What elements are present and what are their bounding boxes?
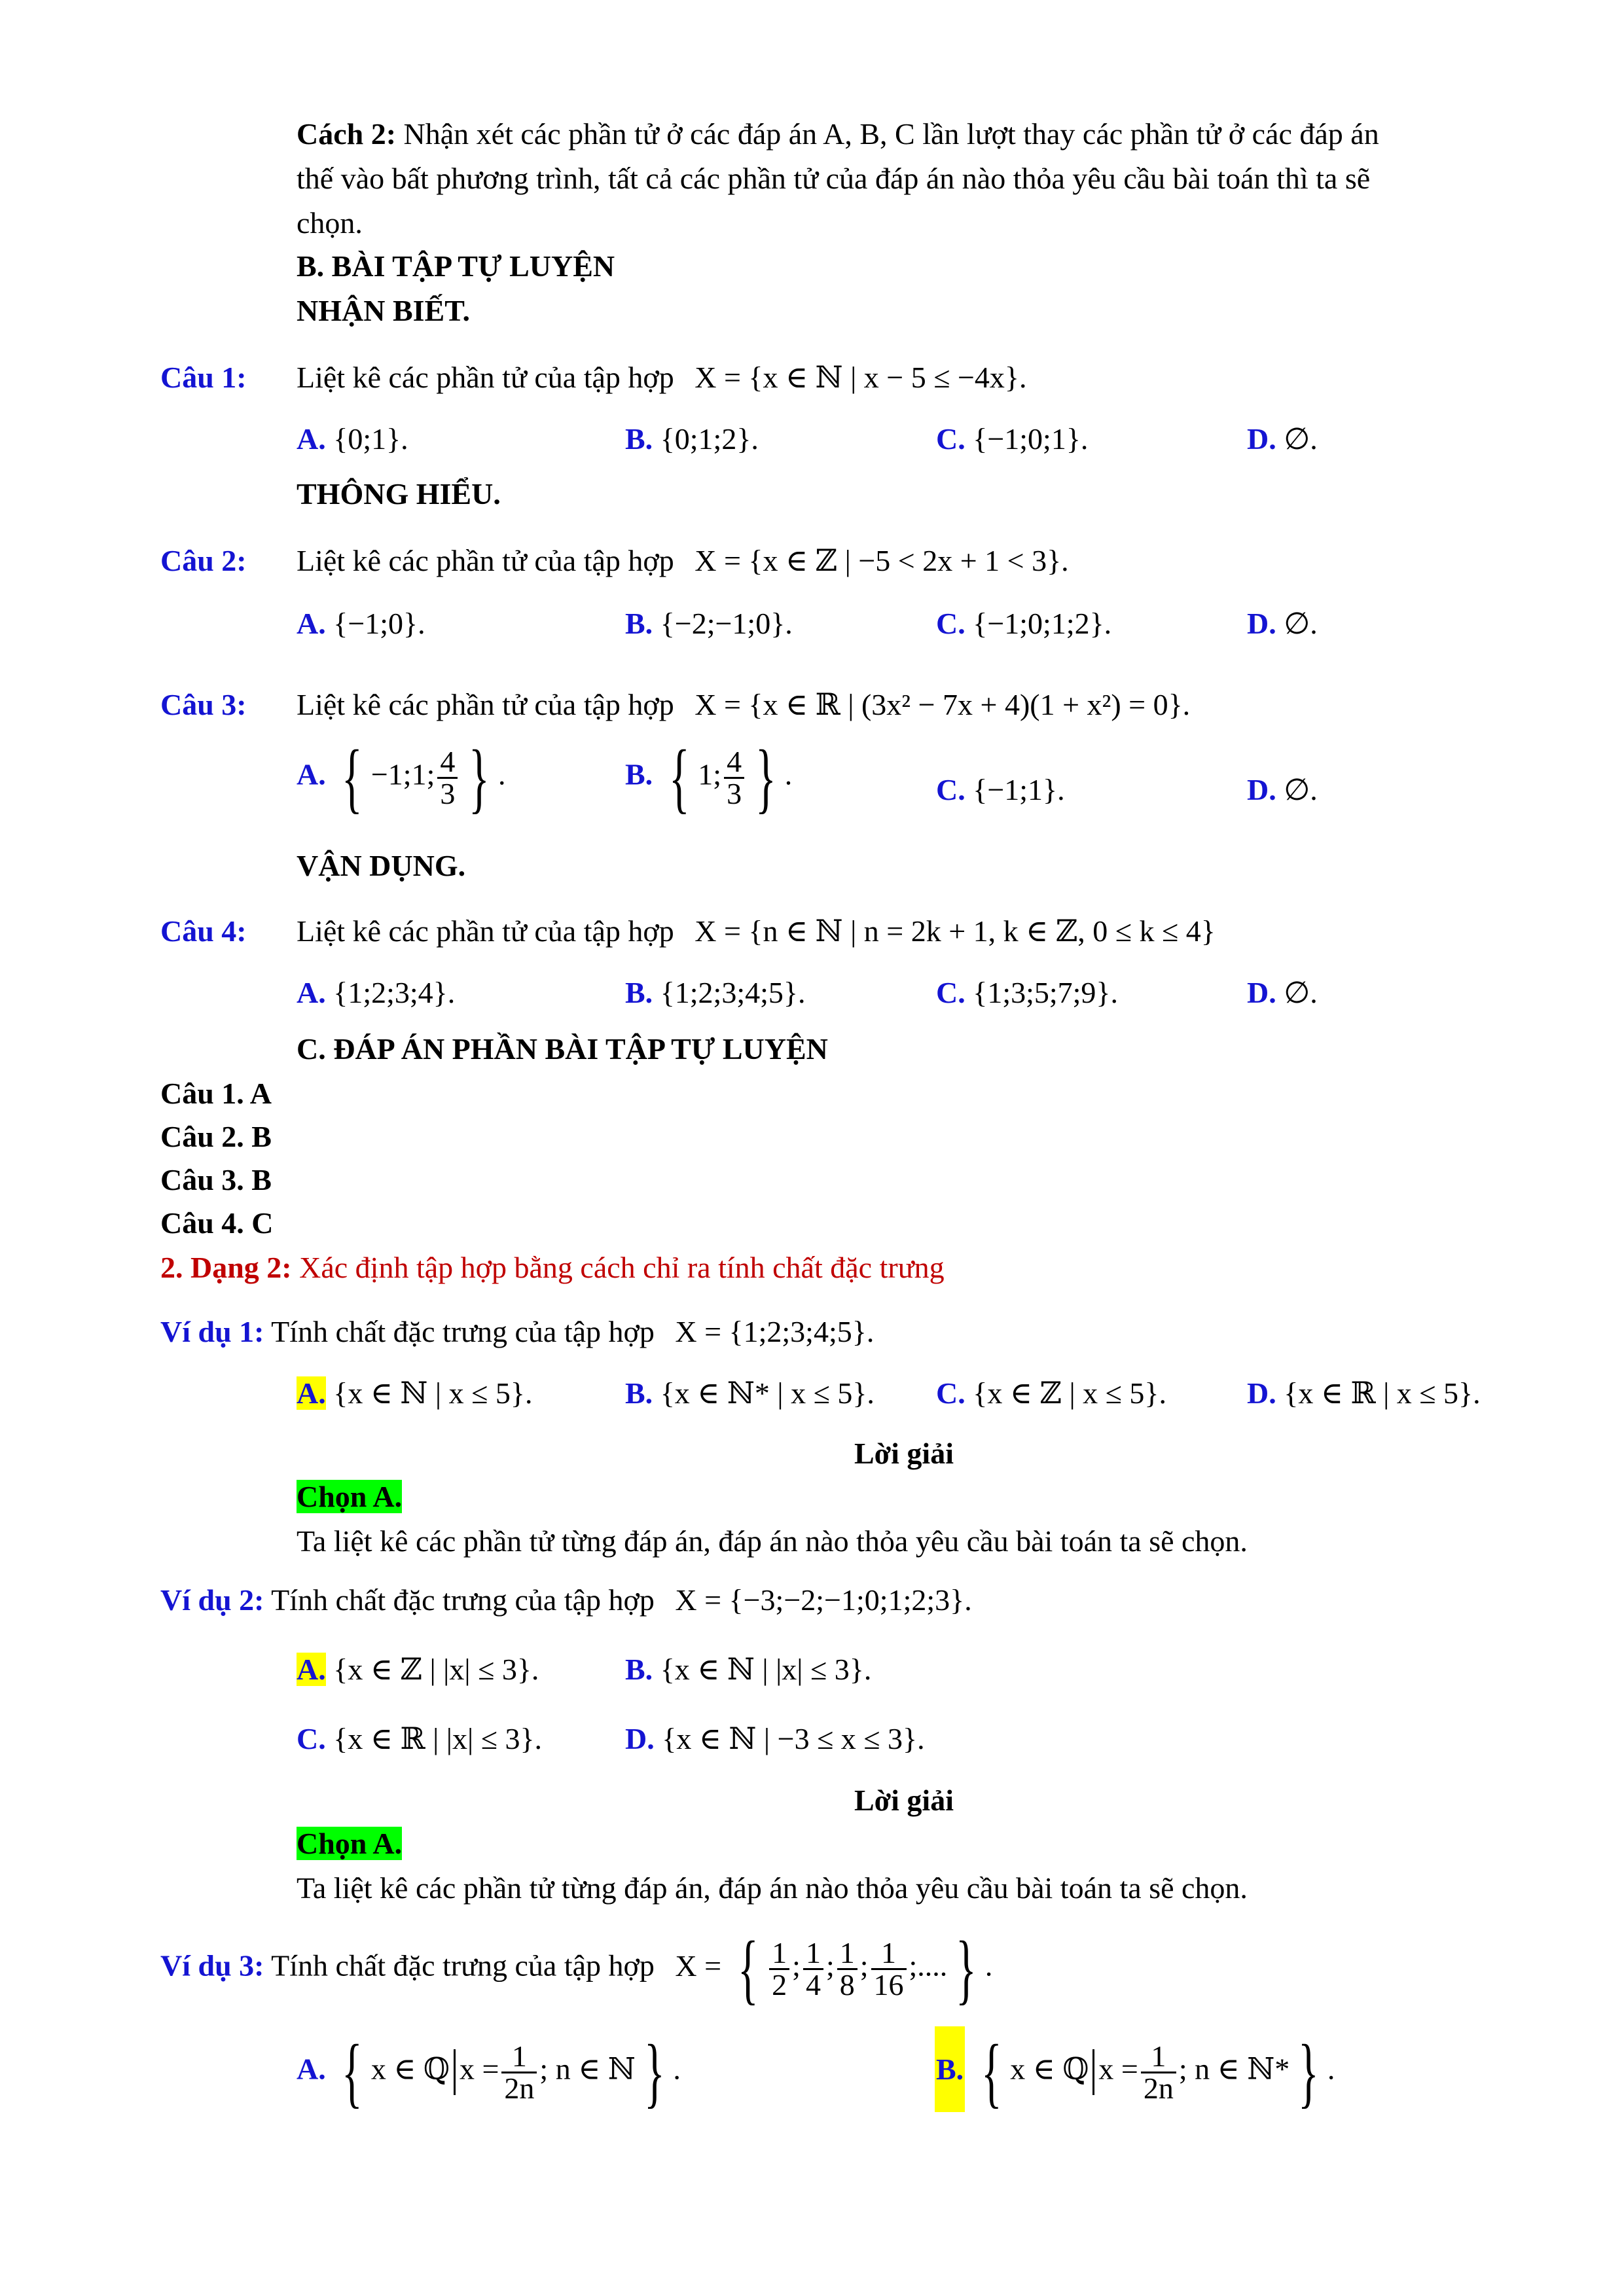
- option-key: C.: [936, 773, 965, 806]
- question-text: Liệt kê các phần tử của tập hợp: [297, 688, 674, 721]
- option-key: C.: [936, 422, 965, 456]
- fraction-denominator: 8: [837, 1968, 857, 2000]
- question-text: Liệt kê các phần tử của tập hợp: [297, 914, 674, 948]
- option-value: {1;2;3;4;5}.: [660, 976, 806, 1009]
- option-value: {x ∈ ℕ | |x| ≤ 3}.: [660, 1653, 872, 1686]
- fraction-numerator: 1: [1151, 2039, 1166, 2073]
- option-value: {x ∈ ℤ | x ≤ 5}.: [973, 1376, 1166, 1410]
- dang2-label: 2. Dạng 2:: [160, 1251, 292, 1284]
- example-label: Ví dụ 3:: [160, 1948, 264, 1982]
- option-key: A.: [297, 757, 326, 791]
- explanation: Ta liệt kê các phần tử từng đáp án, đáp án nào thỏa yêu cầu bài toán ta sẽ chọn.: [297, 1524, 1248, 1558]
- example-label: Ví dụ 1:: [160, 1315, 264, 1348]
- option-eq: x =: [459, 2052, 499, 2086]
- fraction-denominator: 16: [871, 1968, 907, 2000]
- option-post: ; n ∈ ℕ: [539, 2052, 636, 2086]
- cach2-line1: Nhận xét các phần tử ở các đáp án A, B, C lần lượt thay các phần tử ở các đáp án: [403, 117, 1379, 151]
- option-value: {1;3;5;7;9}.: [973, 976, 1119, 1009]
- cach2-label: Cách 2:: [297, 117, 397, 151]
- option-value: ∅.: [1284, 773, 1318, 806]
- left-brace: {: [981, 2028, 1002, 2115]
- left-brace: {: [668, 734, 690, 821]
- option-key: C.: [297, 1722, 326, 1755]
- option-key-correct: A.: [297, 1653, 326, 1686]
- option-pre: x ∈ ℚ: [370, 2052, 450, 2086]
- fraction: [501, 2041, 537, 2104]
- option-key: D.: [1247, 607, 1276, 640]
- option-key: B.: [625, 422, 653, 456]
- fraction-denominator: 3: [437, 777, 458, 809]
- example-set: X = {1;2;3;4;5}.: [675, 1315, 875, 1348]
- example-set: X = {−3;−2;−1;0;1;2;3}.: [675, 1583, 972, 1617]
- answer-4: Câu 4. C: [160, 1206, 274, 1240]
- fraction-denominator: 2: [769, 1968, 789, 2000]
- option-key: D.: [1247, 1376, 1276, 1410]
- example-text: Tính chất đặc trưng của tập hợp: [271, 1315, 655, 1348]
- option-value: {−1;0;1;2}.: [973, 607, 1112, 640]
- option-value: ∅.: [1284, 422, 1318, 456]
- fraction: [837, 1935, 857, 2001]
- option-value: {1;2;3;4}.: [333, 976, 456, 1009]
- answer-3: Câu 3. B: [160, 1163, 272, 1196]
- fraction-numerator: 1: [772, 1935, 787, 1969]
- right-brace: }: [1298, 2028, 1319, 2115]
- option-value: {x ∈ ℕ | x ≤ 5}.: [333, 1376, 533, 1410]
- option-value: {−1;0;1}.: [973, 422, 1089, 456]
- question-text: Liệt kê các phần tử của tập hợp: [297, 361, 674, 394]
- option-key: C.: [936, 976, 965, 1009]
- fraction: [803, 1935, 823, 2001]
- set-bar: [1092, 2049, 1094, 2095]
- question-label: Câu 2:: [160, 544, 247, 577]
- level-van-dung: VẬN DỤNG.: [297, 849, 466, 882]
- fraction-numerator: 1: [511, 2039, 527, 2073]
- option-value: {x ∈ ℝ | x ≤ 5}.: [1284, 1376, 1481, 1410]
- fraction: [437, 744, 458, 810]
- question-set: X = {x ∈ ℝ | (3x² − 7x + 4)(1 + x²) = 0}.: [695, 688, 1191, 721]
- section-b-title: B. BÀI TẬP TỰ LUYỆN: [297, 249, 615, 283]
- question-set: X = {n ∈ ℕ | n = 2k + 1, k ∈ ℤ, 0 ≤ k ≤ 4}: [695, 914, 1216, 948]
- right-brace: }: [469, 734, 490, 821]
- left-brace: {: [342, 734, 363, 821]
- question-label: Câu 1:: [160, 361, 247, 394]
- answer-2: Câu 2. B: [160, 1120, 272, 1153]
- option-value: {−1;0}.: [333, 607, 425, 640]
- option-value: {−2;−1;0}.: [660, 607, 793, 640]
- option-key-correct: B.: [935, 2026, 965, 2112]
- question-label: Câu 4:: [160, 914, 247, 948]
- option-key: D.: [625, 1722, 655, 1755]
- example-text: Tính chất đặc trưng của tập hợp: [271, 1948, 655, 1982]
- fraction-numerator: 4: [727, 744, 742, 778]
- fraction-denominator: 2n: [501, 2072, 537, 2104]
- option-key: B.: [625, 1653, 653, 1686]
- fraction: [724, 744, 744, 810]
- option-key: B.: [625, 1376, 653, 1410]
- fraction: [769, 1935, 789, 2001]
- option-key: A.: [297, 976, 326, 1009]
- option-value: ∅.: [1284, 607, 1318, 640]
- option-key: B.: [625, 607, 653, 640]
- fraction-numerator: 4: [440, 744, 456, 778]
- question-text: Liệt kê các phần tử của tập hợp: [297, 544, 674, 577]
- question-label: Câu 3:: [160, 688, 247, 721]
- fraction: [1141, 2041, 1176, 2104]
- option-key: C.: [936, 607, 965, 640]
- question-set: X = {x ∈ ℕ | x − 5 ≤ −4x}.: [695, 361, 1027, 394]
- option-key: A.: [297, 2052, 326, 2086]
- example-set-prefix: X =: [675, 1948, 722, 1982]
- option-value: {x ∈ ℤ | |x| ≤ 3}.: [333, 1653, 539, 1686]
- option-value: {x ∈ ℕ* | x ≤ 5}.: [660, 1376, 875, 1410]
- answer-1: Câu 1. A: [160, 1077, 272, 1110]
- option-pre: x ∈ ℚ: [1010, 2052, 1089, 2086]
- solution-title: Lời giải: [854, 1437, 954, 1470]
- option-value: {0;1}.: [333, 422, 408, 456]
- set-bar: [454, 2049, 456, 2095]
- level-thong-hieu: THÔNG HIỂU.: [297, 477, 501, 511]
- option-key: D.: [1247, 422, 1276, 456]
- option-key: A.: [297, 607, 326, 640]
- option-key: D.: [1247, 976, 1276, 1009]
- left-brace: {: [737, 1925, 759, 2012]
- solution-title: Lời giải: [854, 1784, 954, 1817]
- example-set-tail: ;....: [909, 1948, 948, 1982]
- option-value: {0;1;2}.: [660, 422, 759, 456]
- explanation: Ta liệt kê các phần tử từng đáp án, đáp án nào thỏa yêu cầu bài toán ta sẽ chọn.: [297, 1871, 1248, 1905]
- option-value: {x ∈ ℝ | |x| ≤ 3}.: [333, 1722, 543, 1755]
- option-value-prefix: −1;1;: [370, 757, 435, 791]
- right-brace: }: [956, 1925, 977, 2012]
- option-key-correct: A.: [297, 1376, 326, 1410]
- fraction: [871, 1935, 907, 2001]
- option-key: A.: [297, 422, 326, 456]
- option-value: {x ∈ ℕ | −3 ≤ x ≤ 3}.: [662, 1722, 925, 1755]
- right-brace: }: [755, 734, 776, 821]
- option-value: ∅.: [1284, 976, 1318, 1009]
- option-key: B.: [625, 976, 653, 1009]
- fraction-numerator: 1: [839, 1935, 855, 1969]
- option-key: D.: [1247, 773, 1276, 806]
- section-c-title: C. ĐÁP ÁN PHẦN BÀI TẬP TỰ LUYỆN: [297, 1032, 828, 1066]
- left-brace: {: [342, 2028, 363, 2115]
- example-label: Ví dụ 2:: [160, 1583, 264, 1617]
- fraction-denominator: 2n: [1141, 2072, 1176, 2104]
- option-key: B.: [625, 757, 653, 791]
- question-1: [160, 361, 247, 395]
- option-value: {−1;1}.: [973, 773, 1065, 806]
- choice-badge: Chọn A.: [297, 1827, 403, 1860]
- option-value-prefix: 1;: [698, 757, 722, 791]
- option-post: ; n ∈ ℕ*: [1178, 2052, 1290, 2086]
- cach2-line3: chọn.: [297, 206, 363, 240]
- example-text: Tính chất đặc trưng của tập hợp: [271, 1583, 655, 1617]
- fraction-numerator: 1: [881, 1935, 896, 1969]
- cach2-line2: thế vào bất phương trình, tất cả các phần tử của đáp án nào thỏa yêu cầu bài toán thì ta sẽ: [297, 162, 1371, 195]
- page: Cách 2: Nhận xét các phần tử ở các đáp án A, B, C lần lượt thay các phần tử ở các đáp án thế vào bất phương trình, tất cả các phần tử của đáp án nào thỏa yêu cầu bài toán thì ta sẽ chọn. B. BÀI TẬP TỰ LUYỆN NHẬN BIẾT. Câu 1: Liệt kê các phần tử của tập hợp X = {x ∈ ℕ | x − 5 ≤ −4x}. A. {0;1}. B. {0;1;2}. C. {−1;0;1}. D. ∅. THÔNG HIỂU. Câu 2: Liệt kê các phần tử của tập hợp X = {x ∈ ℤ | −5 < 2x + 1 < 3}. A. {−1;0}. B. {−2;−1;0}. C. {−1;0;1;2}. D. ∅. Câu 3: Liệt kê các phần tử của tập hợp X = {x ∈ ℝ | (3x² − 7x + 4)(1 + x²) = 0}. A. { −1;1; $\frac{4}{3}$ } . B. { 1; $\frac{4}{3}$ } . C. {−1;1}. D. ∅. VẬN DỤNG. Câu 4: Liệt kê các phần tử của tập hợp X = {n ∈ ℕ | n = 2k + 1, k ∈ ℤ, 0 ≤ k ≤ 4} A. {1;2;3;4}. B. {1;2;3;4;5}. C. {1;3;5;7;9}. D. ∅. C. ĐÁP ÁN PHẦN BÀI TẬP TỰ LUYỆN Câu 1. A Câu 2. B Câu 3. B Câu 4. C 2. Dạng 2: Xác định tập hợp bằng cách chỉ ra tính chất đặc trưng Ví dụ 1: Tính chất đặc trưng của tập hợp X = {1;2;3;4;5}. A. {x ∈ ℕ | x ≤ 5}. B. {x ∈ ℕ* | x ≤ 5}. C. {x ∈ ℤ | x ≤ 5}. D. {x ∈ ℝ | x ≤ 5}. Lời giải Chọn A. Ta liệt kê các phần tử từng đáp án, đáp án nào thỏa yêu cầu bài toán ta sẽ chọn. Ví dụ 2: Tính chất đặc trưng của tập hợp X = {−3;−2;−1;0;1;2;3}. A. {x ∈ ℤ | |x| ≤ 3}. B. {x ∈ ℕ | |x| ≤ 3}. C. {x ∈ ℝ | |x| ≤ 3}. D. {x ∈ ℕ | −3 ≤ x ≤ 3}. Lời giải Chọn A. Ta liệt kê các phần tử từng đáp án, đáp án nào thỏa yêu cầu bài toán ta sẽ chọn. Ví dụ 3: Tính chất đặc trưng của tập hợp X = { $\frac{1}{2}$ ; $\frac{1}{4}$ ; $\frac{1}{8}$ ; $\frac{1}{16}$ ;.... } . A. { x ∈ ℚ x = $\frac{1}{2n}$ ; n ∈ ℕ } . B. { x ∈ ℚ x = $\frac{1}{2n}$ ; n ∈ ℕ* } .: [0, 0, 1624, 2296]
- dang2-title: Xác định tập hợp bằng cách chỉ ra tính chất đặc trưng: [299, 1251, 945, 1284]
- option-key: C.: [936, 1376, 965, 1410]
- fraction-denominator: 3: [724, 777, 744, 809]
- question-set: X = {x ∈ ℤ | −5 < 2x + 1 < 3}.: [695, 544, 1069, 577]
- choice-badge: Chọn A.: [297, 1480, 403, 1513]
- right-brace: }: [643, 2028, 665, 2115]
- fraction-denominator: 4: [803, 1968, 823, 2000]
- fraction-numerator: 1: [805, 1935, 821, 1969]
- level-nhan-biet: NHẬN BIẾT.: [297, 294, 470, 327]
- option-eq: x =: [1098, 2052, 1138, 2086]
